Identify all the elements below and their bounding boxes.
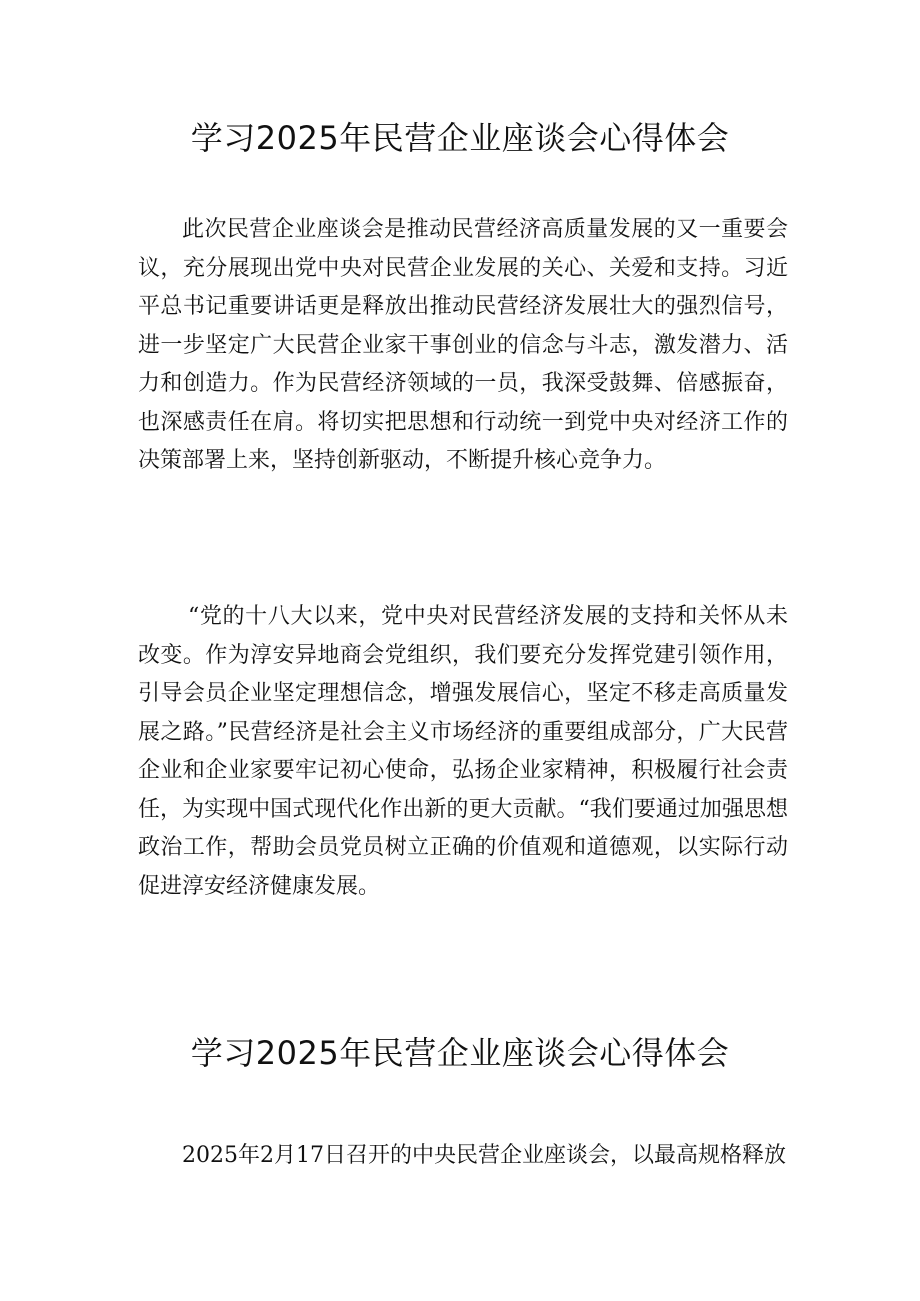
document-title: 学习2025年民营企业座谈会心得体会 [190, 1034, 730, 1072]
body-paragraph: 此次民营企业座谈会是推动民营经济高质量发展的又一重要会议，充分展现出党中央对民营企业发展的关心、关爱和支持。习近平总书记重要讲话更是释放出推动民营经济发展壮大的强烈信号，进一步坚定广大民营企业家干事创业的信念与斗志，激发潜力、活力和创造力。作为民营经济领域的一员，我深受鼓舞、倍感振奋，也深感责任在肩。将切实把思想和行动统一到党中央对经济工作的决策部署上来，坚持创新驱动，不断提升核心竞争力。 [138, 217, 788, 473]
body-paragraph: “党的十八大以来，党中央对民营经济发展的支持和关怀从未改变。作为淳安异地商会党组织，我们要充分发挥党建引领作用，引导会员企业坚定理想信念，增强发展信心，坚定不移走高质量发展之路。”民营经济是社会主义市场经济的重要组成部分，广大民营企业和企业家要牢记初心使命，弘扬企业家精神，积极履行社会责任，为实现中国式现代化作出新的更大贡献。“我们要通过加强思想政治工作，帮助会员党员树立正确的价值观和道德观，以实际行动促进淳安经济健康发展。 [138, 604, 788, 899]
body-paragraph: 2025年2月17日召开的中央民营企业座谈会，以最高规格释放 [182, 1143, 786, 1168]
document-title: 学习2025年民营企业座谈会心得体会 [190, 119, 730, 157]
